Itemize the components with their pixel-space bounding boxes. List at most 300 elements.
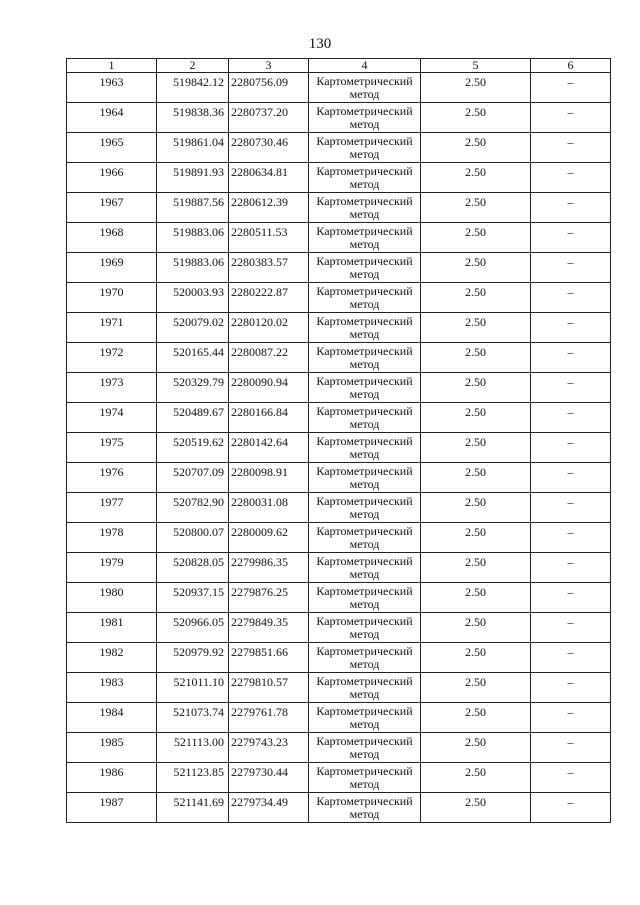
point-number-cell	[67, 643, 157, 673]
point-number-cell	[67, 583, 157, 613]
point-number-cell	[67, 223, 157, 253]
point-number-cell	[67, 313, 157, 343]
x-coordinate-cell-text: 519861.04	[173, 135, 224, 149]
x-coordinate-cell-text: 519883.06	[173, 225, 224, 239]
x-coordinate-cell-text: 520800.07	[173, 525, 224, 539]
point-number-cell-text: 1970	[99, 285, 124, 299]
y-coordinate-cell	[229, 133, 309, 163]
x-coordinate-cell	[157, 643, 229, 673]
note-cell-text: –	[567, 705, 574, 719]
note-cell	[531, 343, 611, 373]
method-line-1: Картометрический	[316, 794, 413, 808]
method-cell	[309, 313, 421, 343]
note-cell-text: –	[567, 135, 574, 149]
y-coordinate-cell	[229, 493, 309, 523]
accuracy-cell-text: 2.50	[465, 165, 486, 179]
method-line-1: Картометрический	[316, 464, 413, 478]
accuracy-cell-text: 2.50	[465, 645, 486, 659]
x-coordinate-cell-text: 521011.10	[173, 675, 224, 689]
table-row	[67, 553, 611, 583]
point-number-cell-text: 1982	[99, 645, 124, 659]
point-number-cell-text: 1964	[99, 105, 124, 119]
point-number-cell-text: 1965	[99, 135, 124, 149]
accuracy-cell	[421, 583, 531, 613]
note-cell	[531, 463, 611, 493]
note-cell-text: –	[567, 345, 574, 359]
point-number-cell-text: 1975	[99, 435, 124, 449]
y-coordinate-cell-text: 2280383.57	[231, 255, 288, 269]
point-number-cell	[67, 253, 157, 283]
x-coordinate-cell-text: 519842.12	[173, 75, 224, 89]
x-coordinate-cell	[157, 763, 229, 793]
x-coordinate-cell	[157, 193, 229, 223]
accuracy-cell-text: 2.50	[465, 765, 486, 779]
method-line-2: метод	[349, 327, 380, 341]
method-cell	[309, 223, 421, 253]
accuracy-cell-text: 2.50	[465, 75, 486, 89]
x-coordinate-cell	[157, 793, 229, 823]
method-cell	[309, 403, 421, 433]
x-coordinate-cell	[157, 433, 229, 463]
method-line-1: Картометрический	[316, 194, 413, 208]
point-number-cell	[67, 733, 157, 763]
method-line-1: Картометрический	[316, 374, 413, 388]
point-number-cell	[67, 793, 157, 823]
table-row	[67, 403, 611, 433]
x-coordinate-cell	[157, 493, 229, 523]
point-number-cell	[67, 613, 157, 643]
method-line-1: Картометрический	[316, 224, 413, 238]
accuracy-cell	[421, 313, 531, 343]
accuracy-cell	[421, 523, 531, 553]
y-coordinate-cell	[229, 403, 309, 433]
accuracy-cell-text: 2.50	[465, 255, 486, 269]
table-row	[67, 193, 611, 223]
point-number-cell-text: 1969	[99, 255, 124, 269]
accuracy-cell-text: 2.50	[465, 345, 486, 359]
method-line-1: Картометрический	[316, 524, 413, 538]
method-cell	[309, 643, 421, 673]
method-cell	[309, 283, 421, 313]
x-coordinate-cell-text: 520003.93	[173, 285, 224, 299]
point-number-cell	[67, 523, 157, 553]
point-number-cell-text: 1974	[99, 405, 124, 419]
note-cell	[531, 223, 611, 253]
point-number-cell	[67, 73, 157, 103]
y-coordinate-cell-text: 2279986.35	[231, 555, 288, 569]
point-number-cell-text: 1981	[99, 615, 124, 629]
method-line-2: метод	[349, 357, 380, 371]
y-coordinate-cell-text: 2280222.87	[231, 285, 288, 299]
point-number-cell-text: 1978	[99, 525, 124, 539]
note-cell	[531, 583, 611, 613]
method-cell	[309, 703, 421, 733]
table-row	[67, 673, 611, 703]
coordinates-table	[66, 58, 611, 823]
point-number-cell-text: 1967	[99, 195, 124, 209]
note-cell-text: –	[567, 405, 574, 419]
accuracy-cell	[421, 553, 531, 583]
method-line-1: Картометрический	[316, 734, 413, 748]
x-coordinate-cell	[157, 403, 229, 433]
x-coordinate-cell-text: 520966.05	[173, 615, 224, 629]
table-row	[67, 373, 611, 403]
note-cell-text: –	[567, 675, 574, 689]
y-coordinate-cell-text: 2280090.94	[231, 375, 288, 389]
point-number-cell-text: 1985	[99, 735, 124, 749]
y-coordinate-cell	[229, 523, 309, 553]
point-number-cell-text: 1986	[99, 765, 124, 779]
accuracy-cell-text: 2.50	[465, 615, 486, 629]
table-row	[67, 73, 611, 103]
method-cell	[309, 613, 421, 643]
point-number-cell	[67, 673, 157, 703]
x-coordinate-cell-text: 519891.93	[173, 165, 224, 179]
point-number-cell	[67, 103, 157, 133]
y-coordinate-cell	[229, 583, 309, 613]
point-number-cell-text: 1984	[99, 705, 124, 719]
accuracy-cell	[421, 73, 531, 103]
point-number-cell-text: 1976	[99, 465, 124, 479]
accuracy-cell	[421, 673, 531, 703]
method-line-1: Картометрический	[316, 434, 413, 448]
method-line-2: метод	[349, 477, 380, 491]
method-line-2: метод	[349, 207, 380, 221]
point-number-cell	[67, 343, 157, 373]
method-line-1: Картометрический	[316, 644, 413, 658]
note-cell-text: –	[567, 615, 574, 629]
note-cell-text: –	[567, 465, 574, 479]
x-coordinate-cell	[157, 553, 229, 583]
method-line-2: метод	[349, 237, 380, 251]
accuracy-cell	[421, 763, 531, 793]
table-row	[67, 523, 611, 553]
method-line-2: метод	[349, 387, 380, 401]
accuracy-cell	[421, 283, 531, 313]
note-cell-text: –	[567, 735, 574, 749]
accuracy-cell-text: 2.50	[465, 405, 486, 419]
table-row	[67, 433, 611, 463]
x-coordinate-cell-text: 520489.67	[173, 405, 224, 419]
note-cell-text: –	[567, 285, 574, 299]
method-line-1: Картометрический	[316, 344, 413, 358]
x-coordinate-cell-text: 520979.92	[173, 645, 224, 659]
note-cell	[531, 163, 611, 193]
method-line-1: Картометрический	[316, 764, 413, 778]
method-line-2: метод	[349, 657, 380, 671]
note-cell	[531, 553, 611, 583]
method-cell	[309, 763, 421, 793]
note-cell-text: –	[567, 555, 574, 569]
point-number-cell-text: 1979	[99, 555, 124, 569]
table-row	[67, 253, 611, 283]
x-coordinate-cell	[157, 733, 229, 763]
y-coordinate-cell	[229, 283, 309, 313]
x-coordinate-cell	[157, 313, 229, 343]
table-row	[67, 223, 611, 253]
column-header: 4	[309, 59, 421, 73]
note-cell-text: –	[567, 375, 574, 389]
accuracy-cell	[421, 613, 531, 643]
y-coordinate-cell-text: 2279851.66	[231, 645, 288, 659]
y-coordinate-cell-text: 2280737.20	[231, 105, 288, 119]
method-line-1: Картометрический	[316, 404, 413, 418]
y-coordinate-cell	[229, 763, 309, 793]
note-cell	[531, 193, 611, 223]
point-number-cell-text: 1983	[99, 675, 124, 689]
x-coordinate-cell-text: 520329.79	[173, 375, 224, 389]
accuracy-cell-text: 2.50	[465, 735, 486, 749]
method-cell	[309, 793, 421, 823]
point-number-cell	[67, 373, 157, 403]
accuracy-cell	[421, 403, 531, 433]
accuracy-cell-text: 2.50	[465, 315, 486, 329]
point-number-cell	[67, 163, 157, 193]
y-coordinate-cell-text: 2280098.91	[231, 465, 288, 479]
y-coordinate-cell	[229, 643, 309, 673]
y-coordinate-cell-text: 2280031.08	[231, 495, 288, 509]
x-coordinate-cell-text: 520165.44	[173, 345, 224, 359]
x-coordinate-cell	[157, 163, 229, 193]
method-cell	[309, 373, 421, 403]
method-line-1: Картометрический	[316, 104, 413, 118]
accuracy-cell-text: 2.50	[465, 465, 486, 479]
y-coordinate-cell-text: 2279849.35	[231, 615, 288, 629]
point-number-cell	[67, 133, 157, 163]
y-coordinate-cell	[229, 553, 309, 583]
method-line-2: метод	[349, 87, 380, 101]
x-coordinate-cell	[157, 133, 229, 163]
column-header: 6	[531, 59, 611, 73]
accuracy-cell	[421, 463, 531, 493]
y-coordinate-cell	[229, 73, 309, 103]
column-header: 5	[421, 59, 531, 73]
accuracy-cell-text: 2.50	[465, 135, 486, 149]
method-cell	[309, 133, 421, 163]
x-coordinate-cell	[157, 463, 229, 493]
method-line-1: Картометрический	[316, 74, 413, 88]
x-coordinate-cell	[157, 223, 229, 253]
table-row	[67, 613, 611, 643]
x-coordinate-cell-text: 520079.02	[173, 315, 224, 329]
y-coordinate-cell	[229, 733, 309, 763]
y-coordinate-cell	[229, 673, 309, 703]
point-number-cell	[67, 403, 157, 433]
y-coordinate-cell	[229, 433, 309, 463]
accuracy-cell-text: 2.50	[465, 495, 486, 509]
note-cell-text: –	[567, 585, 574, 599]
x-coordinate-cell	[157, 283, 229, 313]
method-line-2: метод	[349, 567, 380, 581]
y-coordinate-cell	[229, 223, 309, 253]
y-coordinate-cell-text: 2280612.39	[231, 195, 288, 209]
note-cell	[531, 283, 611, 313]
accuracy-cell-text: 2.50	[465, 105, 486, 119]
accuracy-cell-text: 2.50	[465, 525, 486, 539]
method-line-2: метод	[349, 117, 380, 131]
y-coordinate-cell	[229, 253, 309, 283]
table-row	[67, 343, 611, 373]
x-coordinate-cell-text: 520937.15	[173, 585, 224, 599]
method-line-1: Картометрический	[316, 704, 413, 718]
accuracy-cell-text: 2.50	[465, 585, 486, 599]
y-coordinate-cell	[229, 103, 309, 133]
x-coordinate-cell-text: 520707.09	[173, 465, 224, 479]
table-row	[67, 763, 611, 793]
table-row	[67, 313, 611, 343]
y-coordinate-cell-text: 2279730.44	[231, 765, 288, 779]
method-line-2: метод	[349, 507, 380, 521]
accuracy-cell-text: 2.50	[465, 795, 486, 809]
page-number: 130	[308, 36, 332, 52]
x-coordinate-cell	[157, 73, 229, 103]
y-coordinate-cell-text: 2280120.02	[231, 315, 288, 329]
note-cell-text: –	[567, 195, 574, 209]
x-coordinate-cell-text: 519838.36	[173, 105, 224, 119]
x-coordinate-cell-text: 520828.05	[173, 555, 224, 569]
table-row	[67, 583, 611, 613]
y-coordinate-cell-text: 2280142.64	[231, 435, 288, 449]
point-number-cell	[67, 493, 157, 523]
accuracy-cell	[421, 373, 531, 403]
y-coordinate-cell-text: 2279761.78	[231, 705, 288, 719]
method-line-1: Картометрический	[316, 254, 413, 268]
point-number-cell-text: 1973	[99, 375, 124, 389]
accuracy-cell-text: 2.50	[465, 435, 486, 449]
y-coordinate-cell	[229, 463, 309, 493]
y-coordinate-cell-text: 2280087.22	[231, 345, 288, 359]
y-coordinate-cell-text: 2279810.57	[231, 675, 288, 689]
note-cell-text: –	[567, 165, 574, 179]
point-number-cell	[67, 433, 157, 463]
method-cell	[309, 73, 421, 103]
method-cell	[309, 673, 421, 703]
table-row	[67, 793, 611, 823]
x-coordinate-cell-text: 521141.69	[173, 795, 224, 809]
table-header-row	[67, 59, 611, 73]
accuracy-cell	[421, 343, 531, 373]
point-number-cell	[67, 703, 157, 733]
note-cell	[531, 793, 611, 823]
y-coordinate-cell-text: 2280634.81	[231, 165, 288, 179]
note-cell-text: –	[567, 765, 574, 779]
table-row	[67, 283, 611, 313]
table-row	[67, 463, 611, 493]
note-cell	[531, 403, 611, 433]
y-coordinate-cell-text: 2279876.25	[231, 585, 288, 599]
y-coordinate-cell	[229, 793, 309, 823]
note-cell-text: –	[567, 75, 574, 89]
y-coordinate-cell	[229, 343, 309, 373]
method-line-2: метод	[349, 417, 380, 431]
method-line-2: метод	[349, 447, 380, 461]
method-line-2: метод	[349, 717, 380, 731]
point-number-cell-text: 1971	[99, 315, 124, 329]
method-line-1: Картометрический	[316, 134, 413, 148]
note-cell-text: –	[567, 795, 574, 809]
note-cell	[531, 523, 611, 553]
y-coordinate-cell-text: 2280756.09	[231, 75, 288, 89]
note-cell	[531, 733, 611, 763]
x-coordinate-cell	[157, 343, 229, 373]
x-coordinate-cell	[157, 373, 229, 403]
method-line-2: метод	[349, 147, 380, 161]
accuracy-cell	[421, 643, 531, 673]
x-coordinate-cell-text: 521113.00	[173, 735, 224, 749]
method-line-1: Картометрический	[316, 554, 413, 568]
table-body	[67, 73, 611, 823]
note-cell	[531, 763, 611, 793]
accuracy-cell-text: 2.50	[465, 555, 486, 569]
method-cell	[309, 193, 421, 223]
x-coordinate-cell	[157, 253, 229, 283]
accuracy-cell-text: 2.50	[465, 375, 486, 389]
y-coordinate-cell	[229, 703, 309, 733]
note-cell	[531, 103, 611, 133]
accuracy-cell	[421, 793, 531, 823]
method-cell	[309, 253, 421, 283]
accuracy-cell	[421, 253, 531, 283]
y-coordinate-cell-text: 2280166.84	[231, 405, 288, 419]
table-row	[67, 163, 611, 193]
note-cell-text: –	[567, 645, 574, 659]
accuracy-cell	[421, 733, 531, 763]
point-number-cell-text: 1963	[99, 75, 124, 89]
method-line-1: Картометрический	[316, 314, 413, 328]
point-number-cell-text: 1980	[99, 585, 124, 599]
method-line-1: Картометрический	[316, 164, 413, 178]
accuracy-cell	[421, 163, 531, 193]
table-row	[67, 703, 611, 733]
method-line-2: метод	[349, 777, 380, 791]
note-cell	[531, 73, 611, 103]
y-coordinate-cell-text: 2280511.53	[231, 225, 288, 239]
method-line-2: метод	[349, 267, 380, 281]
accuracy-cell-text: 2.50	[465, 225, 486, 239]
accuracy-cell-text: 2.50	[465, 705, 486, 719]
method-line-2: метод	[349, 177, 380, 191]
x-coordinate-cell	[157, 103, 229, 133]
note-cell-text: –	[567, 435, 574, 449]
x-coordinate-cell	[157, 703, 229, 733]
method-line-2: метод	[349, 747, 380, 761]
table-row	[67, 733, 611, 763]
accuracy-cell	[421, 193, 531, 223]
y-coordinate-cell	[229, 193, 309, 223]
note-cell	[531, 373, 611, 403]
accuracy-cell	[421, 103, 531, 133]
x-coordinate-cell-text: 521073.74	[173, 705, 224, 719]
point-number-cell-text: 1972	[99, 345, 124, 359]
note-cell-text: –	[567, 495, 574, 509]
x-coordinate-cell	[157, 523, 229, 553]
method-line-1: Картометрический	[316, 494, 413, 508]
point-number-cell	[67, 553, 157, 583]
x-coordinate-cell-text: 520782.90	[173, 495, 224, 509]
x-coordinate-cell	[157, 583, 229, 613]
point-number-cell-text: 1966	[99, 165, 124, 179]
column-header: 1	[67, 59, 157, 73]
table-row	[67, 103, 611, 133]
method-cell	[309, 163, 421, 193]
method-line-1: Картометрический	[316, 284, 413, 298]
y-coordinate-cell-text: 2279743.23	[231, 735, 288, 749]
x-coordinate-cell-text: 519887.56	[173, 195, 224, 209]
method-cell	[309, 553, 421, 583]
point-number-cell	[67, 193, 157, 223]
y-coordinate-cell	[229, 613, 309, 643]
y-coordinate-cell	[229, 163, 309, 193]
